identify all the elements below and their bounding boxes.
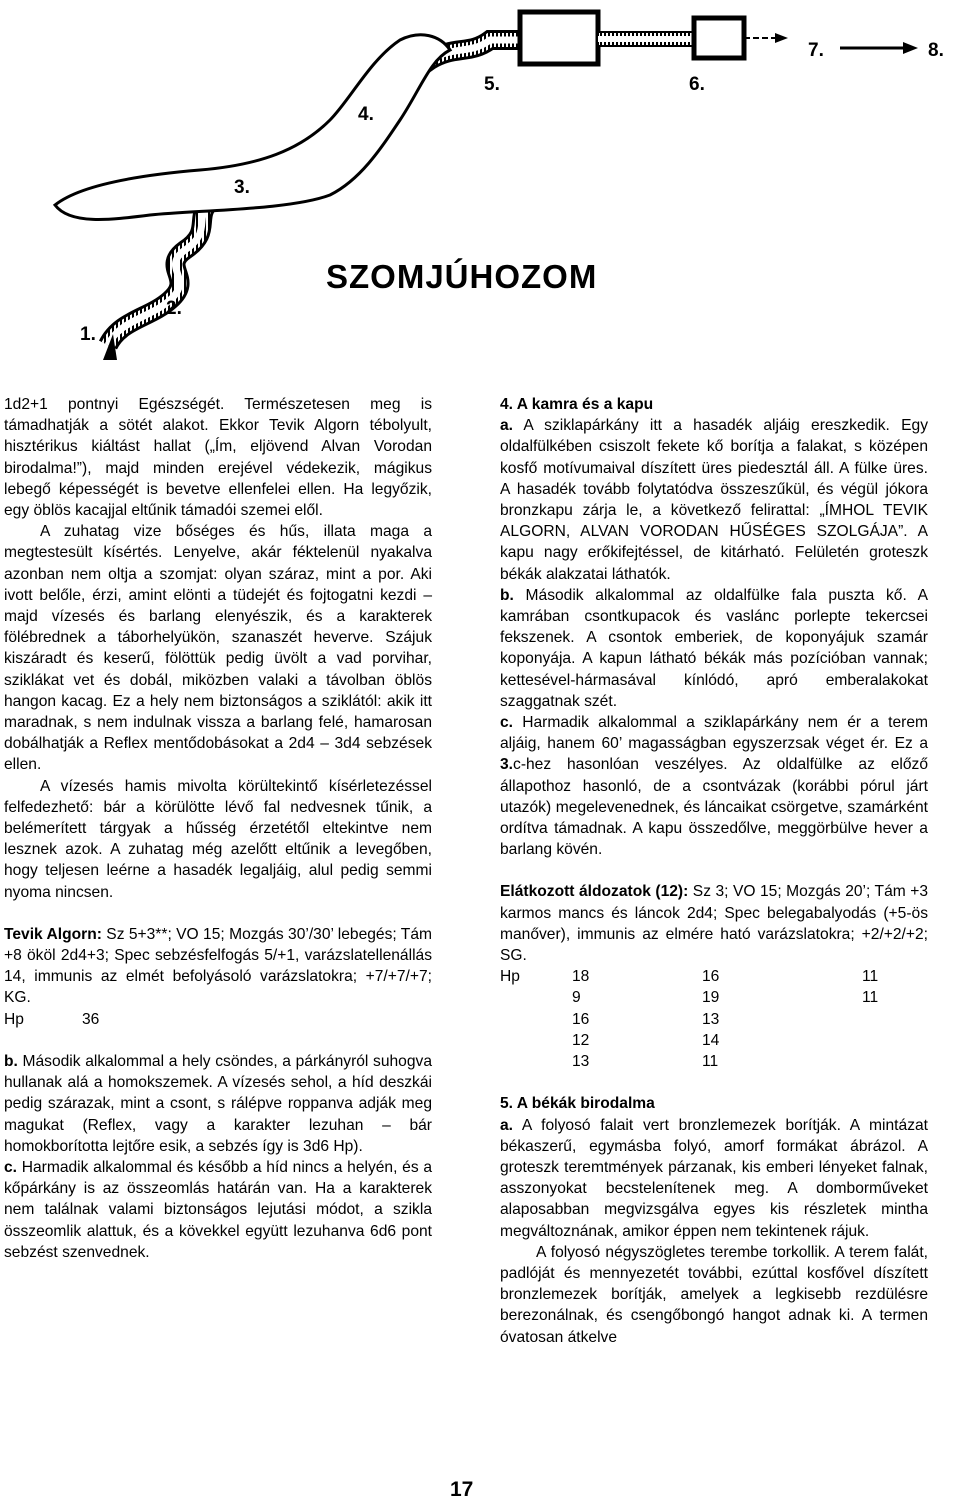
hp-cell: 9 bbox=[572, 989, 581, 1007]
hp-cell: 11 bbox=[862, 989, 879, 1007]
room-6 bbox=[694, 18, 744, 58]
stat-block-victims: Elátkozott áldozatok (12): Sz 3; VO 15; Mozgás 20’; Tám +3 karmos mancs és láncok 2d4; Spec belegabalyodás (+5-ös manőver), immunis az elmére ható varázslatokra; +2/+2/+2; SG. bbox=[500, 883, 928, 965]
page-title: SZOMJÚHOZOM bbox=[326, 258, 598, 295]
room-5 bbox=[520, 12, 598, 64]
map-label-6: 6. bbox=[689, 74, 705, 95]
hp-cell: 16 bbox=[572, 1010, 590, 1028]
hp-cell: 19 bbox=[702, 989, 720, 1007]
left-column bbox=[4, 394, 432, 1263]
hp-cell: 11 bbox=[862, 968, 879, 986]
hp-row bbox=[500, 1051, 922, 1072]
hp-cell: 12 bbox=[572, 1031, 590, 1049]
map-label-4: 4. bbox=[358, 104, 374, 125]
map-label-8: 8. bbox=[928, 40, 944, 61]
section-b: b. Második alkalommal a hely csöndes, a párkányról suhogva hullanak alá a homokszemek. A vízesés sehol, a híd deszkái pedig szárazak, mint a csont, s rálépve roppanva adják meg magukat (Reflex, vagy a karakter lezuhan – bár homokborította lejtőre esik, a sebzés így is 3d6 Hp). bbox=[4, 1052, 432, 1155]
hp-cell bbox=[862, 1051, 922, 1072]
hp-row bbox=[500, 1030, 922, 1051]
map-label-2: 2. bbox=[166, 298, 182, 319]
map-label-7: 7. bbox=[808, 40, 824, 61]
right-column bbox=[500, 394, 928, 1348]
hp-row bbox=[500, 966, 922, 987]
section-a: a. A folyosó falait vert bronzlemezek borítják. A mintázat békaszerű, egymásba folyó, amorf formákat ábrázol. A groteszk teremtmények párzanak, kis emberi lényeket falnak, asszonyokat becstelenítenek meg. A domborműveket alaposabban megvizsgálva egyes kis részletek mintha megváltoznának, amikor éppen nem tekintenek rájuk. bbox=[500, 1116, 928, 1240]
map-label-5: 5. bbox=[484, 74, 500, 95]
map-label-3: 3. bbox=[234, 177, 250, 198]
heading-5: 5. A békák birodalma bbox=[500, 1095, 655, 1113]
hp-line: Hp 36 bbox=[4, 1010, 100, 1028]
hp-cell: 13 bbox=[572, 1053, 590, 1071]
stat-block-tevik: Tevik Algorn: Sz 5+3**; VO 15; Mozgás 30’/30’ lebegés; Tám +8 ököl 2d4+3; Spec sebzésfelfogás 5/+1, varázslatellenállás 14, immunis az elmét befolyásoló varázslatokra; +7/+7/+7; KG. bbox=[4, 925, 432, 1007]
section-c: c. Harmadik alkalommal és később a híd nincs a helyén, és a kőpárkány is az összeomlás határán van. Ha a karakterek nem találnak valami biztonságos lejutási módot, a szikla összeomlik alattuk, és a kövekkel együtt lezuhanva 6d6 pont sebzést szenvednek. bbox=[4, 1158, 432, 1261]
hp-cell bbox=[862, 1009, 922, 1030]
hp-row bbox=[500, 987, 922, 1008]
heading-4: 4. A kamra és a kapu bbox=[500, 396, 654, 413]
map-label-1: 1. bbox=[80, 324, 96, 345]
hp-cell: 13 bbox=[702, 1010, 720, 1028]
section-c: c. Harmadik alkalommal a sziklapárkány nem ér a terem aljáig, hanem 60’ magasságban egyszerzsak véget ér. Ez a 3.c-hez hasonlóan veszélyes. Az oldalfülke az előző állapothoz hasonló, de a csontvázak (korábbi pórul járt utazók) megelevenednek, és láncaikat csörgetve, szamárként ordítva támadnak. A kapu összedőlve, meggörbülve hever a barlang kövén. bbox=[500, 714, 928, 859]
hp-cell bbox=[862, 1030, 922, 1051]
hp-row bbox=[500, 1009, 922, 1030]
hp-cell: 16 bbox=[702, 968, 720, 986]
dungeon-map bbox=[0, 0, 960, 390]
paragraph: A vízesés hamis mivolta körültekintő kísérletezéssel felfedezhető: bár a körülötte lévő fal nedvesnek tűnik, a belémerített tárgyak a hűsség érzetétől eltekintve nem lesznek azok. A zuhatag még azelőtt eltűnik a levegőben, hogy teljesen leérne a hasadék legaljáig, alul pedig semmi nyoma nincsen. bbox=[4, 777, 432, 901]
paragraph: 1d2+1 pontnyi Egészségét. Természetesen meg is támadhatják a sötét alakot. Ekkor Tevik Algorn tébolyult, hisztérikus kiáltást hallat („Ím, eljövend Alvan Vorodan birodalma!”), majd minden erejével védekezik, mágikus lebegő képességét is bevetve ellenfelei ellen. Ha legyőzik, egy öblös kacajjal eltűnik támadói szemei elől. bbox=[4, 396, 432, 520]
paragraph: A folyosó négyszögletes terembe torkollik. A terem falát, padlóját és mennyezetét további, ezúttal kosfővel díszített bronzlemezek borítják, amelyek a legkisebb rezdülésre berezonálnak, és csengőbongó hangot adnak ki. A termen óvatosan átkelve bbox=[500, 1243, 928, 1346]
hp-cell: 18 bbox=[572, 968, 590, 986]
page-number: 17 bbox=[450, 1478, 474, 1501]
section-b: b. Második alkalommal az oldalfülke fala puszta kő. A kamrában csontkupacok és vaslánc porlepte tekercsei fekszenek. A csontok emberiek, de koponyájuk szamár koponyája. A kapun látható békák más pozícióban vannak; kettesével-hármasával kínlódó, apró emberalakokat szaggatnak szét. bbox=[500, 586, 928, 710]
hp-label: Hp bbox=[500, 968, 520, 986]
stat-name: Tevik Algorn: bbox=[4, 925, 102, 943]
cave-chamber bbox=[55, 35, 450, 220]
hp-cell: 14 bbox=[702, 1031, 720, 1049]
section-a: a. A sziklapárkány itt a hasadék aljáig ereszkedik. Egy oldalfülkében csiszolt fekete kő borítja a falakat, s középen kosfő motívumaival díszített üres piedesztál áll. A fülke üres. A hasadék tovább folytatódva összeszűkül, és végül jókora bronzkapu zárja le, a következő felirattal: „ÍMHOL TEVIK ALGORN, ALVAN VORODAN HŰSÉGES SZOLGÁJA”. A kapu nagy erőkifejtéssel, de kitárható. Felületén groteszk békák alakzatai láthatók. bbox=[500, 417, 928, 583]
hp-table bbox=[500, 966, 922, 1072]
hp-cell: 11 bbox=[702, 1053, 719, 1071]
paragraph: A zuhatag vize bőséges és hűs, illata maga a megtestesült kísértés. Lenyelve, akár féktelenül nyakalva azonban nem oltja a szomjat: olyan száraz, mint a por. Aki ivott belőle, érzi, amint elönti a tüdejét és fojtogatni kezdi – majd vízesés és barlang elenyészik, és a karakterek fölébrednek a táborhelyükön, szanaszét heverve. Szájuk kiszáradt és keserű, fölöttük pedig üvölt a vad porvihar, sziklákat vet és dobál, miközben valaki a távolban öblös hangon kacag. Ez a hely nem biztonságos a sziklától: akik itt maradnak, s nem indulnak vissza a barlang felé, hamarosan dobálhatják a Reflex mentődobásokat a 2d4 – 3d4 sebzések ellen. bbox=[4, 523, 432, 774]
